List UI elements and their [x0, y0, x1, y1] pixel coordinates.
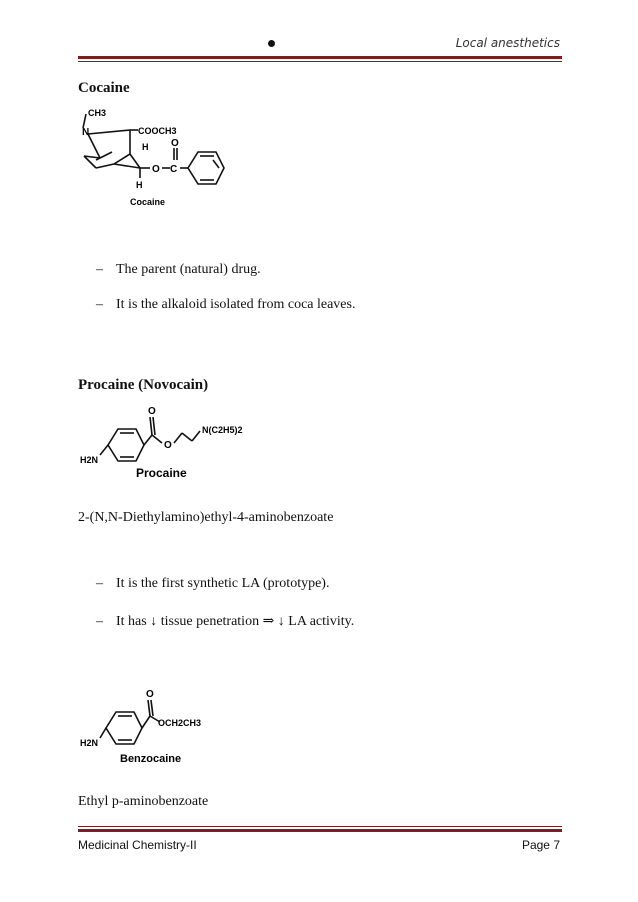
footer-page-number: Page 7 [521, 838, 560, 852]
procaine-structure-caption: Procaine [136, 466, 187, 480]
bullet-dash: – [96, 297, 103, 312]
bullet-dash: – [96, 576, 103, 591]
footer-rule-thick [78, 829, 562, 832]
cocaine-h-bottom-label: H [136, 180, 143, 190]
footer-course: Medicinal Chemistry-II [78, 838, 197, 852]
header-rule-thin [78, 61, 562, 62]
procaine-point-2-text: It has ↓ tissue penetration ⇒ ↓ LA activity. [116, 614, 355, 629]
cocaine-o-carbonyl-label: O [171, 138, 179, 149]
header-title: Local anesthetics [455, 36, 560, 50]
footer-rule-thin [78, 826, 562, 827]
cocaine-heading: Cocaine [78, 80, 130, 96]
procaine-point-1 [96, 576, 329, 592]
cocaine-structure-caption: Cocaine [130, 197, 166, 207]
benzocaine-o-carbonyl-label: O [146, 689, 154, 700]
procaine-point-1-text: It is the first synthetic LA (prototype). [116, 576, 330, 591]
benzocaine-h2n-label: H2N [80, 738, 99, 748]
cocaine-point-1-text: The parent (natural) drug. [116, 262, 261, 277]
bullet-dash: – [96, 614, 103, 629]
procaine-iupac: 2-(N,N-Diethylamino)ethyl-4-aminobenzoate [78, 510, 334, 525]
benzocaine-ester-label: OCH2CH3 [158, 718, 202, 728]
cocaine-structure [78, 108, 228, 212]
cocaine-point-1 [96, 262, 261, 278]
cocaine-point-2 [96, 297, 355, 313]
procaine-o-carbonyl-label: O [148, 406, 156, 417]
procaine-amine-label: N(C2H5)2 [202, 425, 243, 435]
cocaine-ch3-label: CH3 [88, 108, 107, 118]
procaine-heading: Procaine (Novocain) [78, 377, 209, 393]
cocaine-h-top-label: H [142, 142, 149, 152]
benzocaine-iupac: Ethyl p-aminobenzoate [78, 794, 209, 809]
procaine-h2n-label: H2N [80, 455, 99, 465]
cocaine-cooch3-label: COOCH3 [138, 126, 177, 136]
header-rule-thick [78, 56, 562, 59]
procaine-o-ester-label: O [164, 440, 172, 451]
header-bullet [268, 40, 275, 47]
procaine-point-2 [96, 613, 354, 630]
cocaine-c-label: C [170, 164, 178, 175]
cocaine-point-2-text: It is the alkaloid isolated from coca leaves. [116, 297, 356, 312]
procaine-structure [78, 403, 258, 483]
benzocaine-structure [78, 688, 218, 768]
benzocaine-structure-caption: Benzocaine [120, 753, 182, 765]
cocaine-n-label: N [82, 127, 90, 138]
bullet-dash: – [96, 262, 103, 277]
cocaine-o-ester-label: O [152, 164, 160, 175]
